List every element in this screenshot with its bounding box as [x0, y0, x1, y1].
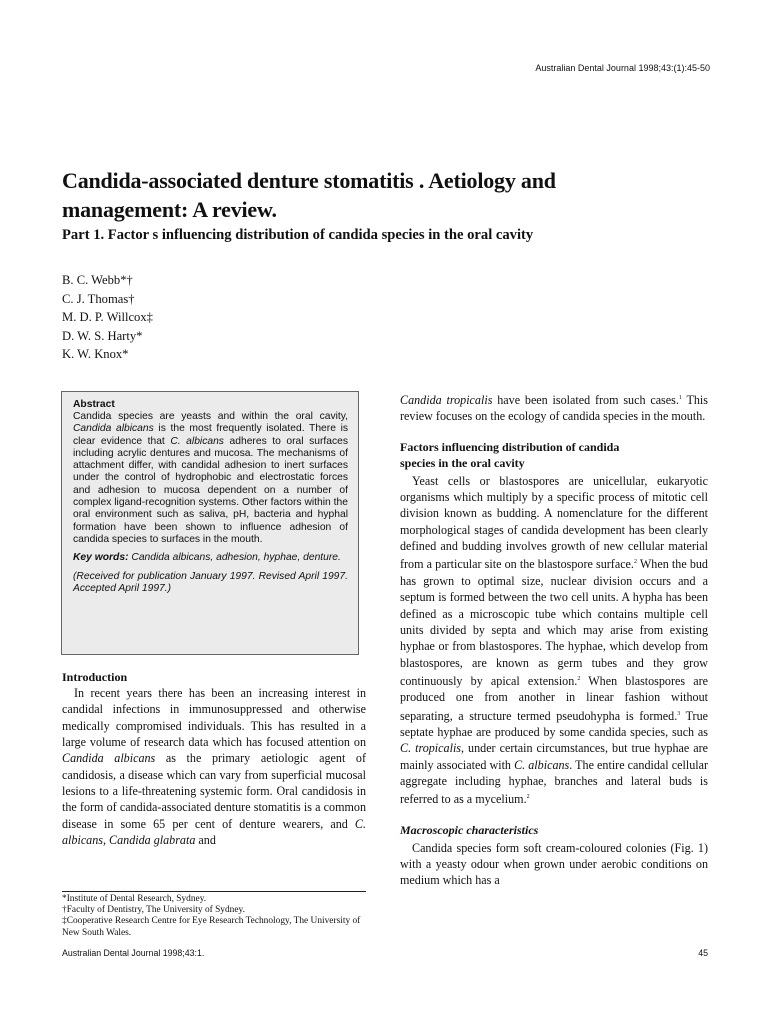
abstract-italic: Candida albicans [73, 423, 154, 435]
keywords-list: Candida albicans, adhesion, hyphae, denture. [128, 552, 341, 564]
footnote: ‡Cooperative Research Centre for Eye Research Technology, The University of New South Wales. [62, 916, 361, 938]
reference-superscript: 2 [526, 794, 530, 801]
keywords-label: Key words: [73, 552, 129, 564]
footnotes [62, 894, 366, 939]
text-part: True septate hyphae are produced by some candida species, such as [400, 708, 708, 739]
author-list [62, 271, 153, 364]
abstract-text-part: is the most frequently isolated. There is clear evidence that [73, 423, 349, 447]
left-column [62, 669, 366, 848]
received-dates: (Received for publication January 1997. Revised April 1997. Accepted April 1997.) [73, 570, 348, 594]
continued-paragraph [400, 390, 708, 425]
text-part: When blastospores are produced one from another in linear fashion without separating, a structure termed pseudohypha is formed. [400, 673, 709, 723]
reference-superscript: 2 [633, 559, 637, 566]
article-title [62, 166, 722, 224]
page-number: 45 [698, 948, 708, 958]
species-italic: C. albicans [514, 757, 570, 772]
text-part: . The entire candidal cellular aggregate including hyphae, branches and lateral buds is referred to as a mycelium. [400, 757, 708, 807]
macroscopic-heading: Macroscopic characteristics [400, 822, 539, 837]
heading-line: Factors influencing distribution of candida [400, 439, 620, 454]
author: D. W. S. Harty* [62, 328, 143, 343]
text-part: In recent years there has been an increasing interest in candidal infections in immunosuppressed and otherwise medically compromised individuals. This has resulted in a large volume of research data which has focused attention on [62, 686, 366, 750]
reference-superscript: 2 [577, 675, 581, 682]
abstract-text [73, 411, 348, 546]
text-part: Yeast cells or blastospores are unicellular, eukaryotic organisms which multiply by a specific process of mitotic cell division known as budding. A nomenclature for the different morphological stages of candida development has been clearly defined and budding involves growth of new cellular material from a particular site on the blastospore surface. [400, 473, 708, 572]
abstract-box [61, 391, 359, 655]
journal-reference: Australian Dental Journal 1998;43:(1):45-50 [535, 63, 710, 73]
introduction-paragraph [62, 685, 366, 848]
text-part: as the primary aetiologic agent of candidosis, a disease which can vary from superficial mucosal lesions to a life-threatening systemic form. Oral candidosis in the form of candida-associated denture stomatitis is a common disease in some 65 per cent of denture wearers, and [62, 751, 366, 831]
author: M. D. P. Willcox‡ [62, 310, 153, 324]
abstract-text-part: Candida species are yeasts and within the oral cavity, [73, 411, 348, 422]
introduction-heading: Introduction [62, 670, 128, 684]
factors-heading [400, 439, 708, 471]
footer-journal: Australian Dental Journal 1998;43:1. [62, 948, 205, 958]
abstract-italic: C. albicans [170, 435, 224, 447]
author: B. C. Webb*† [62, 273, 133, 287]
article-title-line-1: Candida-associated denture stomatitis . Aetiology and [62, 168, 556, 193]
species-italic: Candida tropicalis [400, 393, 493, 408]
footnote: *Institute of Dental Research, Sydney. [62, 894, 207, 904]
text-part: When the bud has grown to optimal size, nuclear division occurs and a septum is formed between the two cell units. A hypha has been defined as a microscopic tube which contains multiple cell units divided by septa and which may arise from existing hyphae or from blastospores. The hyphae, which develop from blastospores, are known as germ tubes and they grow continuously by apical extension. [400, 557, 708, 688]
author: K. W. Knox* [62, 347, 129, 361]
factors-paragraph [400, 473, 708, 808]
article-subtitle: Part 1. Factor s influencing distribution of candida species in the oral cavity [62, 227, 534, 243]
text-part: This review focuses on the ecology of candida species in the mouth. [400, 393, 708, 424]
article-title-line-2: management: A review. [62, 197, 277, 222]
species-italic: C. tropicalis [400, 741, 462, 756]
text-part: , under certain circumstances, but true hyphae are mainly associated with [400, 741, 708, 772]
footnote: †Faculty of Dentistry, The University of Sydney. [62, 905, 245, 916]
species-italic: C. albicans, Candida glabrata [62, 816, 366, 848]
text-part: and [195, 833, 216, 848]
abstract-text-part: adheres to oral surfaces including acrylic dentures and mucosa. The mechanisms of attachment differ, with candidal adhesion to inert surfaces under the control of hydrophobic and electrostatic forces and adhesion to mucosa dependent on a number of complex ligand-recognition systems. Other factors within the oral environment such as saliva, pH, bacteria and hyphal formation have been shown to influence adhesion of candida species to surfaces in the mouth. [73, 435, 349, 545]
macroscopic-paragraph: Candida species form soft cream-coloured colonies (Fig. 1) with a yeasty odour when grown under aerobic conditions on medium which has a [400, 840, 708, 888]
text-part: have been isolated from such cases. [492, 393, 679, 408]
footnote-divider [62, 891, 366, 892]
reference-superscript: 3 [677, 710, 681, 717]
author: C. J. Thomas† [62, 291, 135, 306]
species-italic: Candida albicans [62, 751, 156, 766]
keywords [73, 552, 348, 564]
heading-line: species in the oral cavity [400, 455, 525, 470]
abstract-heading: Abstract [73, 399, 115, 410]
right-column [400, 390, 708, 889]
reference-superscript: 1 [678, 395, 682, 401]
